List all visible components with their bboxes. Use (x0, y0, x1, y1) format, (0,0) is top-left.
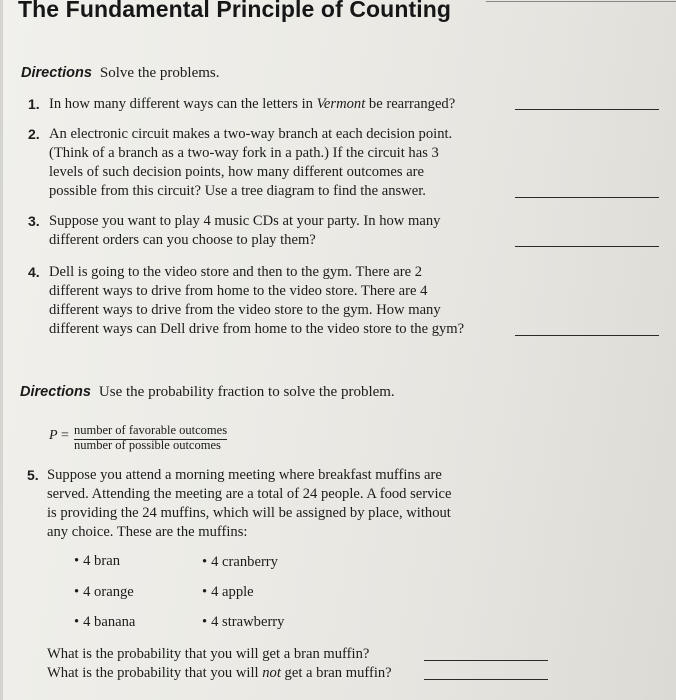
directions-2-text: Use the probability fraction to solve the problem. (98, 384, 395, 400)
problem-2-line: An electronic circuit makes a two-way branch at each decision point. (49, 126, 453, 142)
problem-5-text (47, 466, 451, 542)
muffin-item (74, 584, 134, 601)
bullet-icon: • (202, 554, 208, 570)
question-not-bran-emphasis: not (262, 665, 281, 681)
question-not-bran-post: get a bran muffin? (284, 665, 392, 681)
bullet-icon: • (74, 553, 80, 569)
muffin-label: 4 banana (83, 614, 136, 630)
formula-p: P (49, 428, 58, 443)
answer-blank-2[interactable] (515, 197, 659, 198)
directions-2 (20, 383, 395, 401)
title-rule (486, 1, 676, 2)
muffin-item (74, 614, 135, 631)
muffin-label: 4 cranberry (211, 554, 278, 570)
problem-4-line: different ways to drive from the video store to the gym. How many (49, 302, 441, 318)
problem-5-line: served. Attending the meeting are a total of 24 people. A food service (47, 486, 452, 502)
directions-1 (21, 64, 220, 82)
muffin-item (202, 554, 278, 571)
answer-blank-5b[interactable] (424, 679, 548, 680)
muffin-item (202, 584, 254, 601)
bullet-icon: • (74, 584, 80, 600)
muffin-item (202, 614, 284, 631)
answer-blank-1[interactable] (515, 109, 659, 110)
problem-3-text (49, 212, 440, 250)
muffin-item (74, 553, 120, 570)
directions-1-label: Directions (21, 65, 92, 81)
question-not-bran (47, 664, 392, 683)
muffin-label: 4 apple (211, 584, 254, 600)
muffin-label: 4 bran (83, 553, 120, 569)
problem-1-line-a: In how many different ways can the letters in (49, 96, 313, 112)
problem-5-line: is providing the 24 muffins, which will be assigned by place, without (47, 505, 451, 521)
question-bran: What is the probability that you will get a bran muffin? (47, 646, 370, 662)
problem-1-text (49, 95, 455, 114)
problem-2-line: (Think of a branch as a two-way fork in a path.) If the circuit has 3 (49, 145, 439, 161)
problem-4-line: Dell is going to the video store and then to the gym. There are 2 (49, 264, 422, 280)
muffin-label: 4 strawberry (211, 614, 285, 630)
problem-1-number: 1. (28, 96, 40, 112)
problem-5-line: Suppose you attend a morning meeting where breakfast muffins are (47, 467, 442, 483)
problem-4-number: 4. (28, 264, 40, 280)
answer-blank-4[interactable] (515, 335, 659, 336)
bullet-icon: • (74, 614, 80, 630)
problem-4-line: different ways to drive from home to the video store. There are 4 (49, 283, 428, 299)
bullet-icon: • (202, 614, 208, 630)
problem-3-line: different orders can you choose to play them? (49, 232, 316, 248)
page-edge (0, 0, 3, 700)
formula-equals: = (61, 428, 69, 443)
problem-1-word-vermont: Vermont (316, 96, 366, 112)
problem-5-line: any choice. These are the muffins: (47, 524, 248, 540)
directions-2-label: Directions (20, 384, 91, 400)
bullet-icon: • (202, 584, 208, 600)
problem-5-questions (47, 645, 392, 683)
formula-numerator: number of favorable outcomes (74, 423, 227, 440)
problem-3-line: Suppose you want to play 4 music CDs at your party. In how many (49, 213, 441, 229)
problem-4-line: different ways can Dell drive from home to the video store to the gym? (49, 321, 465, 337)
problem-2-line: levels of such decision points, how many different outcomes are (49, 164, 425, 180)
page-title: The Fundamental Principle of Counting (18, 0, 452, 22)
muffin-label: 4 orange (83, 584, 134, 600)
problem-2-text (49, 125, 452, 201)
problem-2-number: 2. (28, 126, 40, 142)
question-not-bran-pre: What is the probability that you will (47, 665, 259, 681)
problem-1-line-b: be rearranged? (368, 96, 456, 112)
problem-2-line: possible from this circuit? Use a tree diagram to find the answer. (49, 183, 426, 199)
problem-5-number: 5. (27, 467, 39, 483)
problem-4-text (49, 263, 464, 339)
problem-3-number: 3. (28, 213, 40, 229)
directions-1-text: Solve the problems. (99, 65, 220, 81)
formula-denominator: number of possible outcomes (74, 438, 221, 452)
answer-blank-5a[interactable] (424, 660, 548, 661)
answer-blank-3[interactable] (515, 246, 659, 247)
